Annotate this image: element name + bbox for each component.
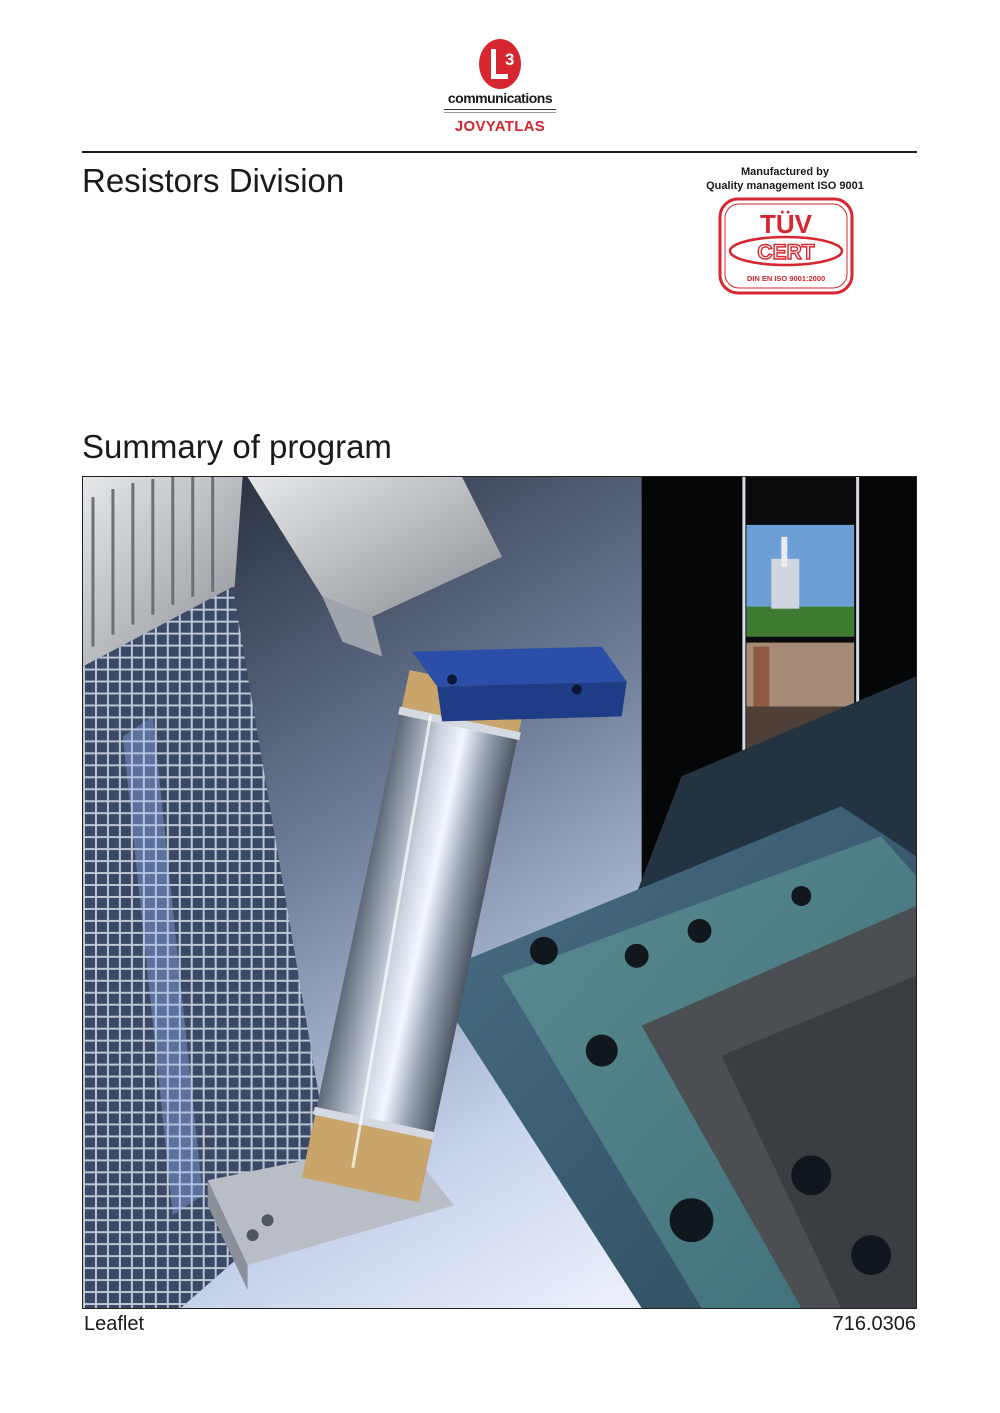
certification-caption-line1: Manufactured by [740, 166, 829, 178]
l3-mark-text: 3 [505, 50, 515, 69]
seal-top-text: TÜV [760, 209, 812, 239]
logo-divider [444, 112, 556, 113]
tuv-cert-seal-icon [718, 197, 854, 295]
seal-middle-text: CERT [757, 241, 815, 264]
certification-caption [690, 165, 880, 193]
product-collage-photo [82, 476, 917, 1309]
division-title: Resistors Division [82, 162, 345, 199]
logo-division-brand: JOVYATLAS [454, 118, 546, 135]
l3-logo-mark-icon [478, 38, 522, 90]
logo-divider [444, 109, 556, 110]
document-number: 716.0306 [832, 1313, 916, 1335]
document-type-label: Leaflet [84, 1313, 145, 1335]
seal-bottom-text: DIN EN ISO 9001:2000 [746, 274, 826, 283]
company-logo [430, 38, 570, 138]
summary-title: Summary of program [82, 428, 392, 465]
logo-company-name: communications [447, 90, 553, 106]
header-divider [82, 151, 917, 153]
certification-caption-line2: Quality management ISO 9001 [706, 180, 864, 192]
